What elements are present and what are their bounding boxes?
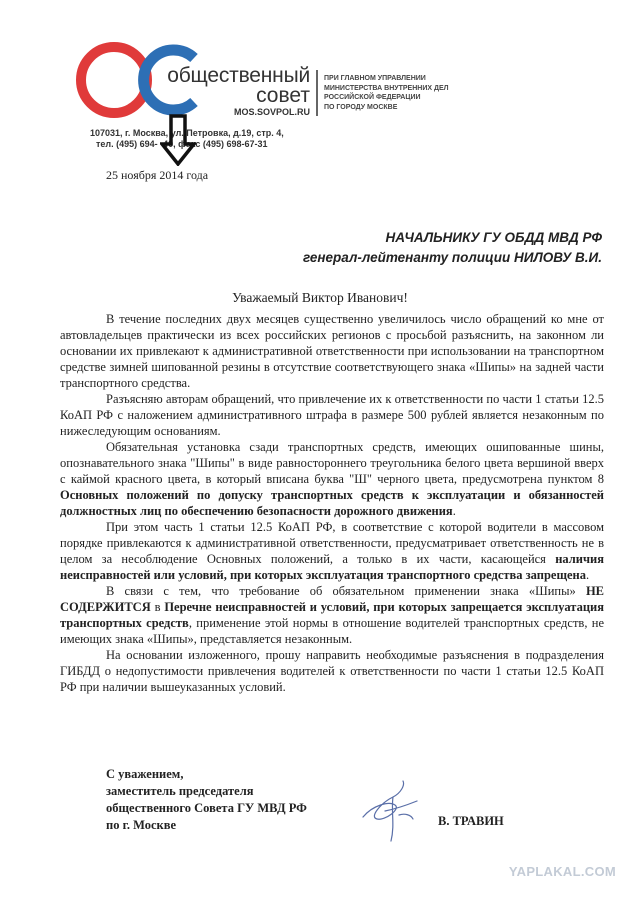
paragraph: При этом часть 1 статьи 12.5 КоАП РФ, в соответствие с которой водители в массовом порядке привлекаются к административной ответственности, предусматривает ответственность не в целом за несоблюдение Основных положений, а только в их части, касающейся наличия неисправностей или условий, при которых эксплуатация транспортного средства запрещена. [60, 520, 604, 582]
address-line: 107031, г. Москва, ул. Петровка, д.19, стр. 4, [90, 128, 284, 138]
contact-line: тел. (495) 694- -40, факс (495) 698-67-31 [96, 139, 268, 149]
signature-block: С уважением, заместитель председателя общественного Совета ГУ МВД РФ по г. Москве [106, 767, 307, 832]
org-name-line2: совет [256, 84, 310, 107]
org-affiliation: ПРИ ГЛАВНОМ УПРАВЛЕНИИ МИНИСТЕРСТВА ВНУТРЕННИХ ДЕЛ РОССИЙСКОЙ ФЕДЕРАЦИИ ПО ГОРОДУ МОСКВЕ [324, 75, 449, 111]
paragraph: Разъясняю авторам обращений, что привлечение их к ответственности по части 1 статьи 12.5 КоАП РФ с наложением административного штрафа в размере 500 рублей является незаконным по нижеследующим основаниям. [60, 392, 604, 438]
signatory-name: В. ТРАВИН [438, 814, 504, 828]
paragraph: Обязательная установка сзади транспортных средств, имеющих ошипованные шины, опознавательного знака "Шипы" в виде равностороннего треугольника белого цвета вершиной вверх с каймой красного цвета, в который вписана буква "Ш" черного цвета, предусмотрена пунктом 8 Основных положений по допуску транспортных средств к эксплуатации и обязанностей должностных лиц по обеспечению безопасности дорожного движения. [60, 440, 604, 518]
paragraph: В связи с тем, что требование об обязательном применении знака «Шипы» НЕ СОДЕРЖИТСЯ в Перечне неисправностей и условий, при которых запрещается эксплуатация транспортных средств, применение этой нормы в отношение водителей транспортных средств, не имеющих знака «Шипы», представляется незаконным. [60, 584, 605, 646]
paragraph: В течение последних двух месяцев существенно увеличилось число обращений ко мне от автовладельцев практически из всех российских регионов с просьбой разъяснить, на законном ли основании их привлекают к административной ответственности при использовании на транспортном средстве зимней шипованной резины в отсутствие соответствующего знака «Шипы» на задней части транспортного средства. [60, 312, 604, 390]
addressee-title: НАЧАЛЬНИКУ ГУ ОБДД МВД РФ [385, 230, 602, 245]
org-website: MOS.SOVPOL.RU [233, 107, 310, 117]
org-address [90, 128, 340, 150]
org-name [160, 66, 310, 106]
letter-date: 25 ноября 2014 года [106, 168, 209, 182]
bold-emphasis: Основных положений по допуску транспортных средств к эксплуатации и обязанностей должностных лиц по обеспечению безопасности дорожного движения [60, 488, 604, 518]
handwritten-signature [355, 775, 425, 845]
bold-emphasis: Перечне неисправностей и условий, при которых запрещается эксплуатация транспортных средств [60, 600, 604, 630]
bold-emphasis: НЕ СОДЕРЖИТСЯ [60, 584, 604, 614]
watermark: YAPLAKAL.COM [508, 864, 616, 879]
down-arrow-icon [160, 114, 196, 166]
letterhead-divider [316, 70, 318, 116]
greeting: Уважаемый Виктор Иванович! [232, 290, 408, 305]
addressee [220, 228, 602, 268]
org-name-line1: общественный [167, 64, 310, 87]
letter-body [60, 311, 604, 695]
paragraph: На основании изложенного, прошу направить необходимые разъяснения в подразделения ГИБДД о недопустимости привлечения водителей к ответственности по части 1 статьи 12.5 КоАП РФ при наличии вышеуказанных условий. [60, 648, 604, 694]
bold-emphasis: наличия неисправностей или условий, при которых эксплуатация транспортного средства запрещена [60, 552, 604, 582]
addressee-name: генерал-лейтенанту полиции НИЛОВУ В.И. [303, 250, 602, 265]
